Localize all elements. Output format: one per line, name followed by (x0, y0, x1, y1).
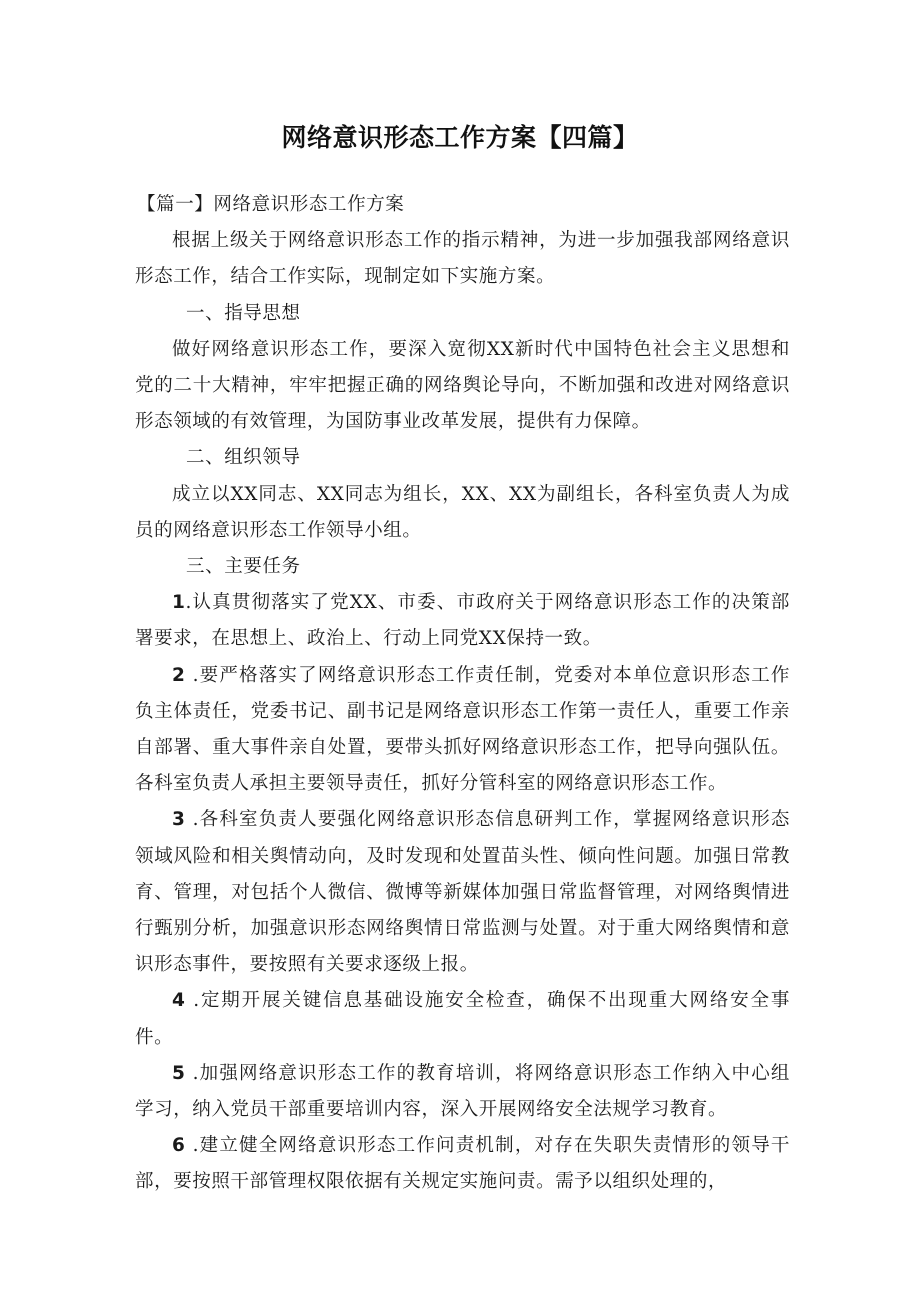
task-item-4 (135, 983, 790, 1055)
paragraph-organization: 成立以XX同志、XX同志为组长，XX、XX为副组长，各科室负责人为成员的网络意识形态工作领导小组。 (135, 483, 790, 541)
document-title: 网络意识形态工作方案【四篇】 (281, 123, 639, 152)
task-number: 4 (172, 990, 186, 1012)
task-item-1 (135, 585, 790, 657)
task-number: 1 (172, 592, 186, 614)
task-text: .各科室负责人要强化网络意识形态信息研判工作，掌握网络意识形态领域风险和相关舆情动向，及时发现和处置苗头性、倾向性问题。加强日常教育、管理，对包括个人微信、微博等新媒体加强日常监督管理，对网络舆情进行甄别分析，加强意识形态网络舆情日常监测与处置。对于重大网络舆情和意识形态事件，要按照有关要求逐级上报。 (135, 809, 790, 976)
task-item-2 (135, 658, 790, 803)
task-text: .认真贯彻落实了党XX、市委、市政府关于网络意识形态工作的决策部署要求，在思想上、政治上、行动上同党XX保持一致。 (135, 592, 790, 650)
task-number: 2 (172, 664, 186, 686)
section-label: 【篇一】网络意识形态工作方案 (137, 194, 405, 215)
heading-guiding-thought: 一、指导思想 (186, 302, 301, 324)
task-text: .加强网络意识形态工作的教育培训，将网络意识形态工作纳入中心组学习，纳入党员干部重要培训内容，深入开展网络安全法规学习教育。 (135, 1062, 790, 1121)
task-text: .要严格落实了网络意识形态工作责任制，党委对本单位意识形态工作负主体责任，党委书记、副书记是网络意识形态工作第一责任人，重要工作亲自部署、重大事件亲自处置，要带头抓好网络意识形态工作，把导向强队伍。各科室负责人承担主要领导责任，抓好分管科室的网络意识形态工作。 (135, 664, 790, 795)
task-number: 5 (172, 1062, 186, 1084)
document-body (135, 187, 790, 1201)
task-number: 6 (172, 1135, 186, 1157)
heading-organization: 二、组织领导 (186, 447, 301, 469)
task-item-5 (135, 1056, 790, 1128)
task-number: 3 (172, 809, 186, 831)
task-item-6 (135, 1128, 790, 1200)
heading-main-tasks: 三、主要任务 (186, 556, 301, 578)
task-item-3 (135, 802, 790, 983)
task-text: .建立健全网络意识形态工作问责机制，对存在失职失责情形的领导干部，要按照干部管理权限依据有关规定实施问责。需予以组织处理的， (135, 1135, 790, 1193)
intro-paragraph: 根据上级关于网络意识形态工作的指示精神，为进一步加强我部网络意识形态工作，结合工作实际，现制定如下实施方案。 (135, 230, 790, 288)
paragraph-guiding-thought: 做好网络意识形态工作，要深入宽彻XX新时代中国特色社会主义思想和党的二十大精神，牢牢把握正确的网络舆论导向，不断加强和改进对网络意识形态领域的有效管理，为国防事业改革发展，提供有力保障。 (135, 338, 790, 433)
task-text: .定期开展关键信息基础设施安全检查，确保不出现重大网络安全事件。 (135, 990, 790, 1048)
